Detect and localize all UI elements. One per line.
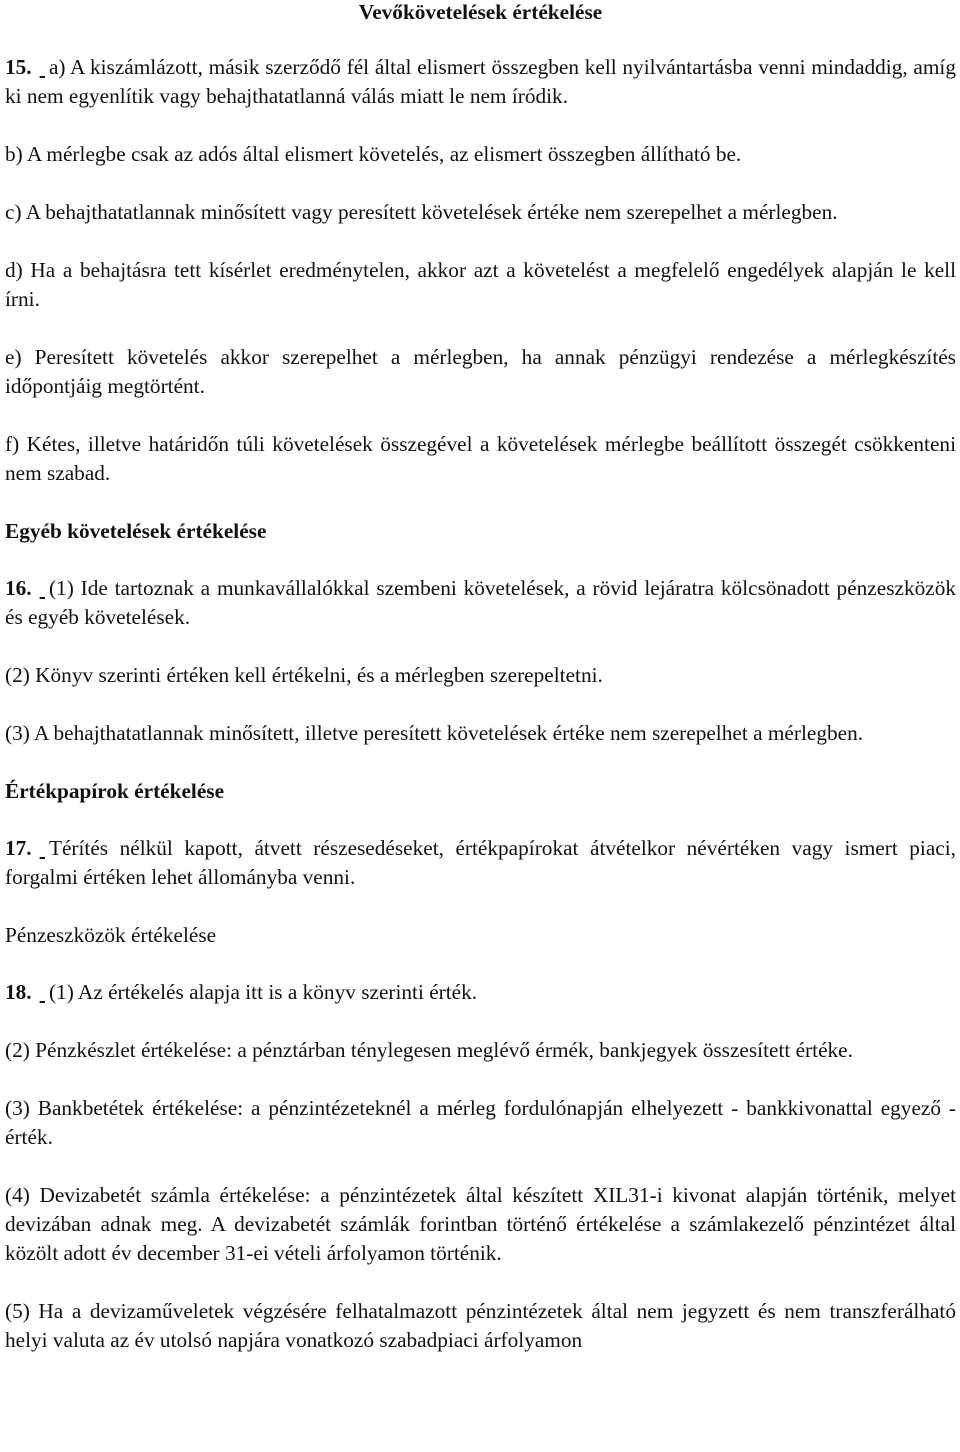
paragraph-18-1 <box>5 978 956 1007</box>
paragraph-18-5: (5) Ha a devizaműveletek végzésére felhatalmazott pénzintézetek által nem jegyzett és nem transzferálható helyi valuta az év utolsó napjára vonatkozó szabadpiaci árfolyamon <box>5 1299 956 1352</box>
section-marker <box>40 53 45 82</box>
paragraph-15b: b) A mérlegbe csak az adós által elismert követelés, az elismert összegben állítható be. <box>5 142 742 166</box>
paragraph-16-1 <box>5 574 956 632</box>
section-number: 16. <box>5 576 32 600</box>
section-number: 15. <box>5 55 32 79</box>
paragraph-18-4: (4) Devizabetét számla értékelése: a pénzintézetek által készített XIL31-i kivonat alapján történik, melyet devizában adnak meg. A devizabetét számlák forintban történő értékelése a számlakezelő pénzintézet által közölt adott év december 31-ei vételi árfolyamon történik. <box>5 1183 956 1265</box>
section-marker <box>40 574 45 603</box>
section-number: 18. <box>5 980 32 1004</box>
paragraph-text: a) A kiszámlázott, másik szerződő fél által elismert összegben kell nyilvántartásba venni mindaddig, amíg ki nem egyenlítik vagy behajthatatlanná válás miatt le nem íródik. <box>5 55 956 108</box>
paragraph-18-2: (2) Pénzkészlet értékelése: a pénztárban ténylegesen meglévő érmék, bankjegyek összesített értéke. <box>5 1038 853 1062</box>
paragraph-15e: e) Peresített követelés akkor szerepelhet a mérlegben, ha annak pénzügyi rendezése a mérlegkészítés időpontjáig megtörtént. <box>5 345 956 398</box>
paragraph-text: (1) Ide tartoznak a munkavállalókkal szembeni követelések, a rövid lejáratra kölcsönadott pénzeszközök és egyéb követelések. <box>5 576 956 629</box>
section-heading: Egyéb követelések értékelése <box>5 519 267 543</box>
paragraph-17 <box>5 834 956 892</box>
paragraph-18-3: (3) Bankbetétek értékelése: a pénzintézeteknél a mérleg fordulónapján elhelyezett - bankkivonattal egyező - érték. <box>5 1096 956 1149</box>
paragraph-15f: f) Kétes, illetve határidőn túli követelések összegével a követelések mérlegbe beállított összegét csökkenteni nem szabad. <box>5 432 956 485</box>
section-marker <box>40 978 45 1007</box>
section-heading: Értékpapírok értékelése <box>5 779 225 803</box>
paragraph-text: Térítés nélkül kapott, átvett részesedéseket, értékpapírokat átvételkor névértéken vagy ismert piaci, forgalmi értéken lehet állományba venni. <box>5 836 956 889</box>
page-title: Vevőkövetelések értékelése <box>358 0 603 24</box>
section-heading: Pénzeszközök értékelése <box>5 923 217 947</box>
section-marker <box>40 834 45 863</box>
paragraph-text: (1) Az értékelés alapja itt is a könyv szerinti érték. <box>48 980 478 1004</box>
paragraph-16-3: (3) A behajthatatlannak minősített, illetve peresített követelések értéke nem szerepelhet a mérlegben. <box>5 721 864 745</box>
paragraph-15c: c) A behajthatatlannak minősített vagy peresített követelések értéke nem szerepelhet a mérlegben. <box>5 200 838 224</box>
paragraph-16-2: (2) Könyv szerinti értéken kell értékelni, és a mérlegben szerepeltetni. <box>5 663 603 687</box>
section-number: 17. <box>5 836 32 860</box>
paragraph-15d: d) Ha a behajtásra tett kísérlet eredménytelen, akkor azt a követelést a megfelelő engedélyek alapján le kell írni. <box>5 258 956 311</box>
document-page <box>5 0 956 1384</box>
paragraph-15a <box>5 53 956 111</box>
